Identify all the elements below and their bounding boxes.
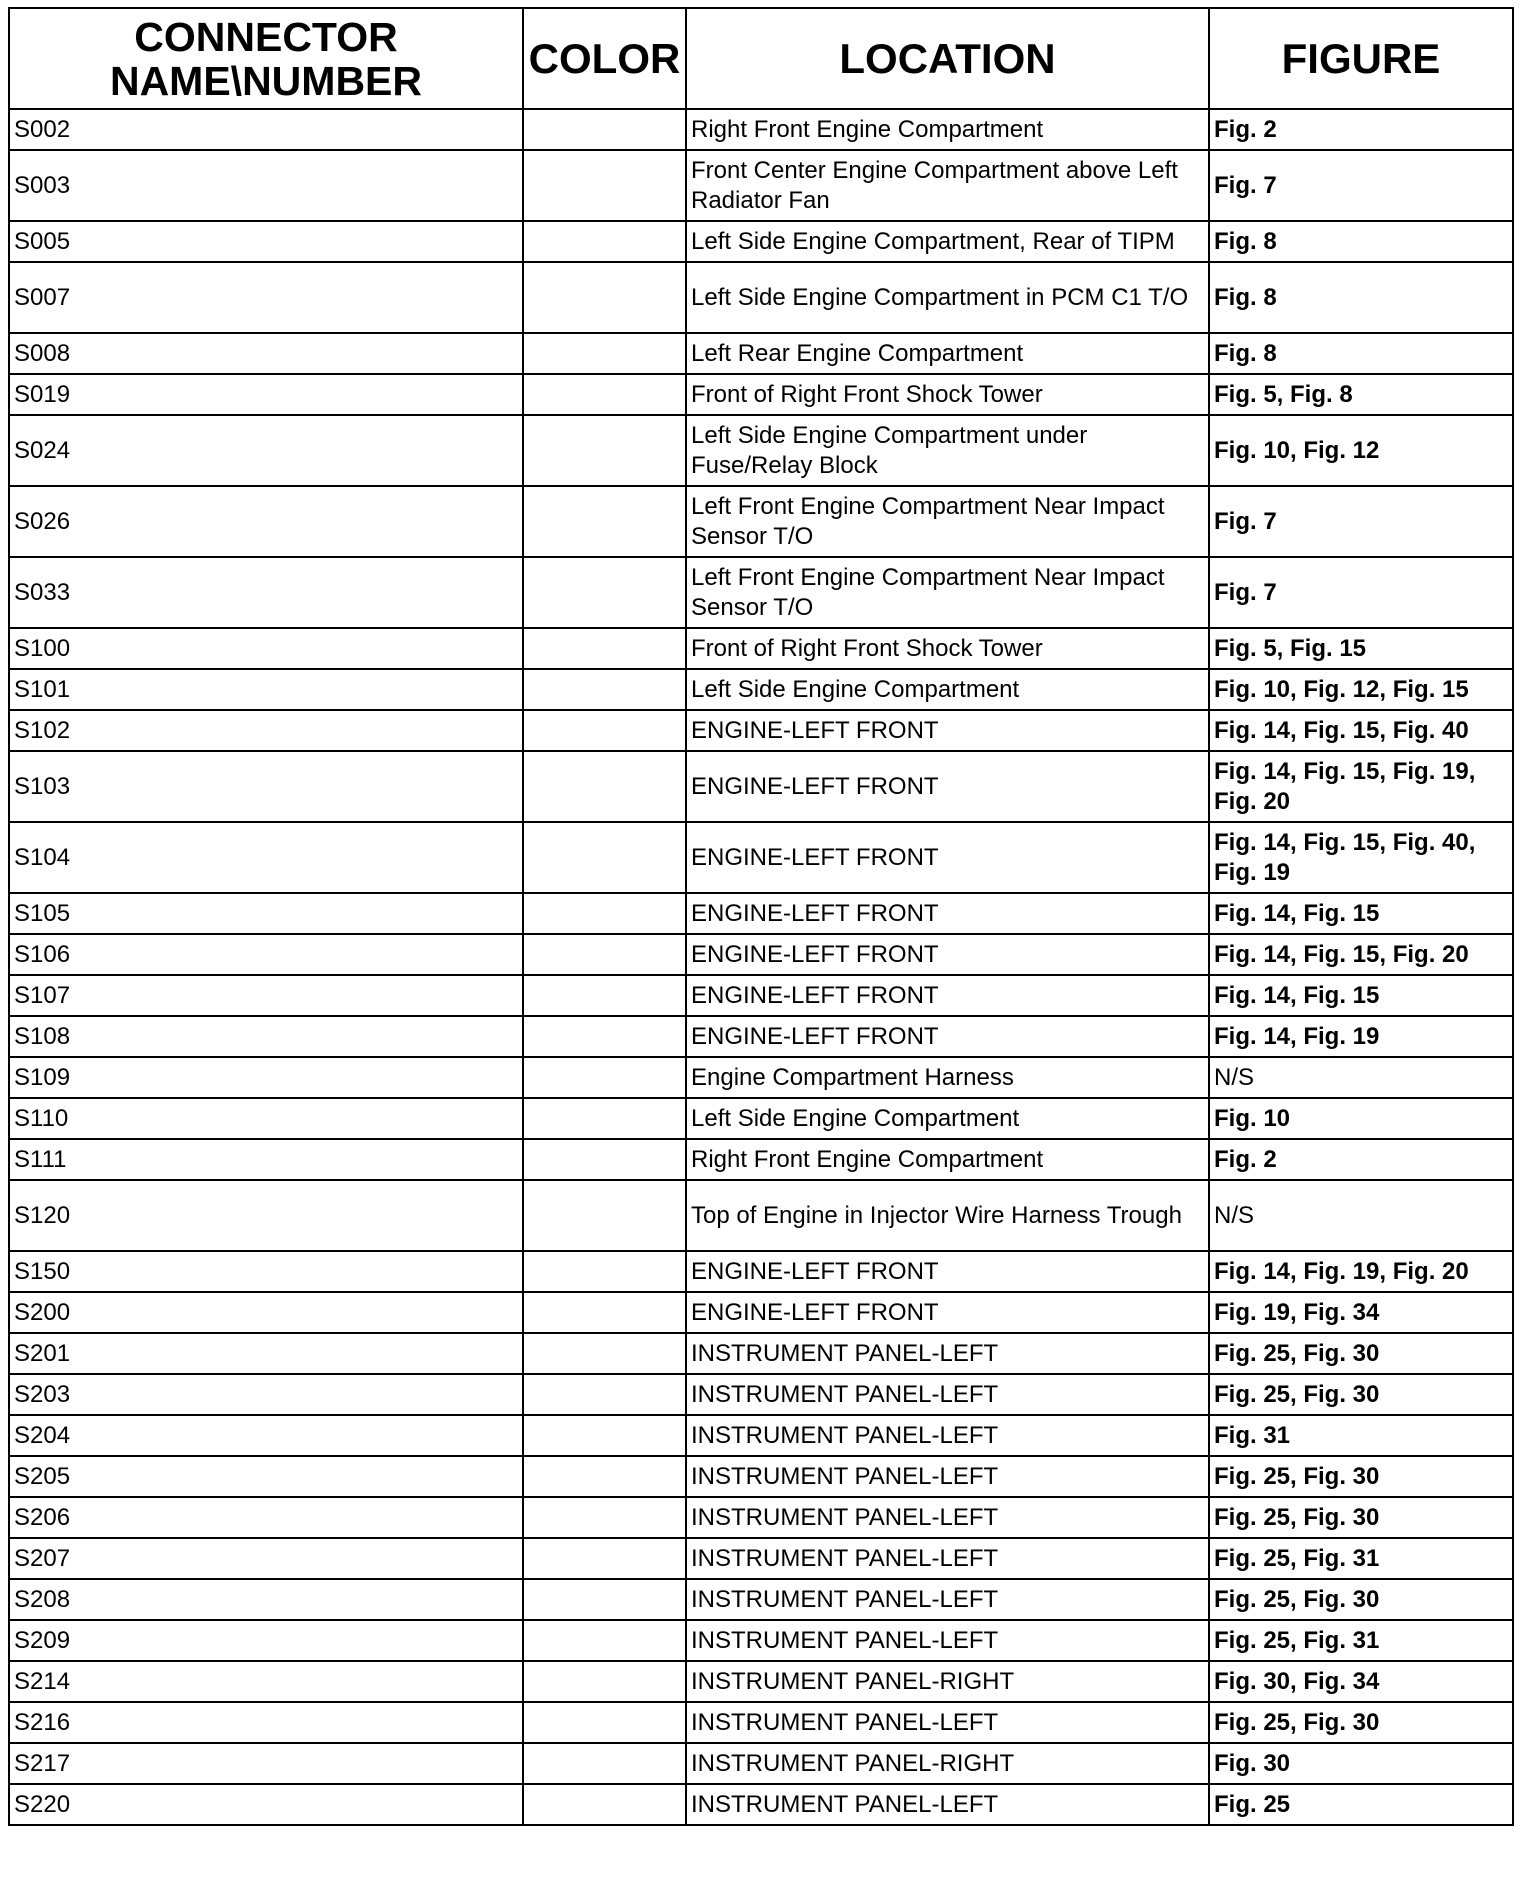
connector-name-cell: S200 — [9, 1292, 523, 1333]
connector-name-cell: S033 — [9, 557, 523, 628]
connector-name-cell: S019 — [9, 374, 523, 415]
color-cell — [523, 934, 686, 975]
color-cell — [523, 1579, 686, 1620]
table-row — [9, 1415, 1513, 1456]
color-cell — [523, 893, 686, 934]
figure-cell: Fig. 8 — [1209, 333, 1513, 374]
location-cell: Left Side Engine Compartment, Rear of TIPM — [686, 221, 1209, 262]
connector-name-cell: S103 — [9, 751, 523, 822]
color-cell — [523, 557, 686, 628]
location-cell: INSTRUMENT PANEL-LEFT — [686, 1333, 1209, 1374]
location-cell: Left Side Engine Compartment — [686, 669, 1209, 710]
figure-cell: Fig. 25, Fig. 30 — [1209, 1374, 1513, 1415]
connector-name-cell: S108 — [9, 1016, 523, 1057]
color-cell — [523, 1098, 686, 1139]
color-cell — [523, 333, 686, 374]
table-row — [9, 669, 1513, 710]
connector-name-cell: S106 — [9, 934, 523, 975]
connector-name-cell: S220 — [9, 1784, 523, 1825]
figure-cell: Fig. 30 — [1209, 1743, 1513, 1784]
figure-cell: Fig. 19, Fig. 34 — [1209, 1292, 1513, 1333]
connector-name-cell: S008 — [9, 333, 523, 374]
table-row — [9, 150, 1513, 221]
connector-name-cell: S003 — [9, 150, 523, 221]
connector-name-cell: S150 — [9, 1251, 523, 1292]
color-cell — [523, 150, 686, 221]
color-cell — [523, 1702, 686, 1743]
location-cell: INSTRUMENT PANEL-LEFT — [686, 1374, 1209, 1415]
connector-name-cell: S026 — [9, 486, 523, 557]
figure-cell: Fig. 25 — [1209, 1784, 1513, 1825]
figure-cell: Fig. 25, Fig. 30 — [1209, 1579, 1513, 1620]
table-row — [9, 1497, 1513, 1538]
connector-name-cell: S207 — [9, 1538, 523, 1579]
location-cell: Engine Compartment Harness — [686, 1057, 1209, 1098]
color-cell — [523, 1784, 686, 1825]
color-cell — [523, 1180, 686, 1251]
color-cell — [523, 1139, 686, 1180]
connector-name-cell: S024 — [9, 415, 523, 486]
figure-cell: Fig. 25, Fig. 31 — [1209, 1538, 1513, 1579]
table-row — [9, 1661, 1513, 1702]
table-row — [9, 1456, 1513, 1497]
figure-cell: Fig. 5, Fig. 15 — [1209, 628, 1513, 669]
table-row — [9, 1292, 1513, 1333]
connector-table — [8, 7, 1514, 1826]
table-row — [9, 109, 1513, 150]
connector-name-cell: S205 — [9, 1456, 523, 1497]
figure-cell: Fig. 14, Fig. 15, Fig. 19, Fig. 20 — [1209, 751, 1513, 822]
location-cell: INSTRUMENT PANEL-LEFT — [686, 1497, 1209, 1538]
figure-cell: Fig. 31 — [1209, 1415, 1513, 1456]
table-row — [9, 221, 1513, 262]
color-cell — [523, 1333, 686, 1374]
location-cell: INSTRUMENT PANEL-LEFT — [686, 1784, 1209, 1825]
color-cell — [523, 1415, 686, 1456]
table-row — [9, 1620, 1513, 1661]
connector-name-cell: S100 — [9, 628, 523, 669]
table-row — [9, 333, 1513, 374]
figure-cell: Fig. 2 — [1209, 1139, 1513, 1180]
connector-name-cell: S120 — [9, 1180, 523, 1251]
connector-name-cell: S110 — [9, 1098, 523, 1139]
table-row — [9, 262, 1513, 333]
connector-name-cell: S206 — [9, 1497, 523, 1538]
figure-cell: Fig. 10, Fig. 12, Fig. 15 — [1209, 669, 1513, 710]
color-cell — [523, 751, 686, 822]
table-row — [9, 1057, 1513, 1098]
connector-name-cell: S216 — [9, 1702, 523, 1743]
figure-cell: Fig. 25, Fig. 30 — [1209, 1333, 1513, 1374]
table-row — [9, 975, 1513, 1016]
location-cell: Left Side Engine Compartment in PCM C1 T/O — [686, 262, 1209, 333]
figure-cell: Fig. 14, Fig. 15 — [1209, 893, 1513, 934]
table-row — [9, 751, 1513, 822]
figure-cell: Fig. 5, Fig. 8 — [1209, 374, 1513, 415]
table-body — [9, 109, 1513, 1825]
table-row — [9, 415, 1513, 486]
table-row — [9, 893, 1513, 934]
location-cell: Front of Right Front Shock Tower — [686, 374, 1209, 415]
connector-name-cell: S102 — [9, 710, 523, 751]
figure-cell: Fig. 14, Fig. 19 — [1209, 1016, 1513, 1057]
table-row — [9, 1251, 1513, 1292]
table-row — [9, 710, 1513, 751]
color-cell — [523, 1538, 686, 1579]
color-cell — [523, 1456, 686, 1497]
table-row — [9, 1784, 1513, 1825]
figure-cell: Fig. 14, Fig. 19, Fig. 20 — [1209, 1251, 1513, 1292]
location-cell: Left Front Engine Compartment Near Impact Sensor T/O — [686, 486, 1209, 557]
location-cell: ENGINE-LEFT FRONT — [686, 975, 1209, 1016]
table-row — [9, 1016, 1513, 1057]
location-cell: Front of Right Front Shock Tower — [686, 628, 1209, 669]
color-cell — [523, 1620, 686, 1661]
connector-name-cell: S209 — [9, 1620, 523, 1661]
header-connector-name: CONNECTOR NAME\NUMBER — [9, 8, 523, 109]
connector-name-cell: S214 — [9, 1661, 523, 1702]
location-cell: ENGINE-LEFT FRONT — [686, 893, 1209, 934]
table-row — [9, 1374, 1513, 1415]
connector-name-cell: S204 — [9, 1415, 523, 1456]
color-cell — [523, 975, 686, 1016]
color-cell — [523, 109, 686, 150]
color-cell — [523, 822, 686, 893]
connector-name-cell: S111 — [9, 1139, 523, 1180]
location-cell: Left Side Engine Compartment — [686, 1098, 1209, 1139]
location-cell: Left Rear Engine Compartment — [686, 333, 1209, 374]
color-cell — [523, 262, 686, 333]
table-row — [9, 1579, 1513, 1620]
figure-cell: Fig. 7 — [1209, 150, 1513, 221]
location-cell: INSTRUMENT PANEL-RIGHT — [686, 1661, 1209, 1702]
color-cell — [523, 1743, 686, 1784]
connector-name-cell: S104 — [9, 822, 523, 893]
location-cell: ENGINE-LEFT FRONT — [686, 1016, 1209, 1057]
location-cell: INSTRUMENT PANEL-LEFT — [686, 1415, 1209, 1456]
connector-name-cell: S007 — [9, 262, 523, 333]
figure-cell: N/S — [1209, 1057, 1513, 1098]
connector-name-cell: S005 — [9, 221, 523, 262]
figure-cell: Fig. 25, Fig. 30 — [1209, 1497, 1513, 1538]
figure-cell: Fig. 25, Fig. 30 — [1209, 1456, 1513, 1497]
table-row — [9, 486, 1513, 557]
table-row — [9, 1743, 1513, 1784]
table-row — [9, 1333, 1513, 1374]
location-cell: ENGINE-LEFT FRONT — [686, 710, 1209, 751]
color-cell — [523, 221, 686, 262]
color-cell — [523, 1292, 686, 1333]
location-cell: Left Side Engine Compartment under Fuse/Relay Block — [686, 415, 1209, 486]
location-cell: Front Center Engine Compartment above Left Radiator Fan — [686, 150, 1209, 221]
table-row — [9, 628, 1513, 669]
figure-cell: Fig. 25, Fig. 30 — [1209, 1702, 1513, 1743]
figure-cell: Fig. 14, Fig. 15, Fig. 40 — [1209, 710, 1513, 751]
color-cell — [523, 669, 686, 710]
location-cell: ENGINE-LEFT FRONT — [686, 1251, 1209, 1292]
table-row — [9, 934, 1513, 975]
connector-name-cell: S208 — [9, 1579, 523, 1620]
location-cell: INSTRUMENT PANEL-LEFT — [686, 1579, 1209, 1620]
table-row — [9, 1538, 1513, 1579]
figure-cell: N/S — [1209, 1180, 1513, 1251]
figure-cell: Fig. 8 — [1209, 262, 1513, 333]
figure-cell: Fig. 2 — [1209, 109, 1513, 150]
color-cell — [523, 710, 686, 751]
color-cell — [523, 1374, 686, 1415]
color-cell — [523, 374, 686, 415]
color-cell — [523, 1016, 686, 1057]
table-row — [9, 1139, 1513, 1180]
table-row — [9, 1702, 1513, 1743]
figure-cell: Fig. 8 — [1209, 221, 1513, 262]
location-cell: Top of Engine in Injector Wire Harness Trough — [686, 1180, 1209, 1251]
color-cell — [523, 1057, 686, 1098]
header-figure: FIGURE — [1209, 8, 1513, 109]
table-header — [9, 8, 1513, 109]
figure-cell: Fig. 14, Fig. 15, Fig. 20 — [1209, 934, 1513, 975]
connector-name-cell: S002 — [9, 109, 523, 150]
connector-name-cell: S101 — [9, 669, 523, 710]
location-cell: Right Front Engine Compartment — [686, 109, 1209, 150]
location-cell: ENGINE-LEFT FRONT — [686, 934, 1209, 975]
table-row — [9, 557, 1513, 628]
location-cell: INSTRUMENT PANEL-RIGHT — [686, 1743, 1209, 1784]
connector-name-cell: S217 — [9, 1743, 523, 1784]
location-cell: Right Front Engine Compartment — [686, 1139, 1209, 1180]
color-cell — [523, 628, 686, 669]
color-cell — [523, 1251, 686, 1292]
figure-cell: Fig. 14, Fig. 15 — [1209, 975, 1513, 1016]
location-cell: ENGINE-LEFT FRONT — [686, 822, 1209, 893]
connector-table-container — [8, 7, 1512, 1873]
connector-name-cell: S105 — [9, 893, 523, 934]
location-cell: Left Front Engine Compartment Near Impact Sensor T/O — [686, 557, 1209, 628]
header-row — [9, 8, 1513, 109]
table-row — [9, 374, 1513, 415]
color-cell — [523, 486, 686, 557]
location-cell: ENGINE-LEFT FRONT — [686, 1292, 1209, 1333]
table-row — [9, 1098, 1513, 1139]
connector-name-cell: S109 — [9, 1057, 523, 1098]
figure-cell: Fig. 30, Fig. 34 — [1209, 1661, 1513, 1702]
figure-cell: Fig. 10, Fig. 12 — [1209, 415, 1513, 486]
location-cell: INSTRUMENT PANEL-LEFT — [686, 1456, 1209, 1497]
figure-cell: Fig. 7 — [1209, 486, 1513, 557]
connector-name-cell: S203 — [9, 1374, 523, 1415]
figure-cell: Fig. 7 — [1209, 557, 1513, 628]
connector-name-cell: S107 — [9, 975, 523, 1016]
figure-cell: Fig. 10 — [1209, 1098, 1513, 1139]
connector-name-cell: S201 — [9, 1333, 523, 1374]
header-location: LOCATION — [686, 8, 1209, 109]
color-cell — [523, 415, 686, 486]
figure-cell: Fig. 14, Fig. 15, Fig. 40, Fig. 19 — [1209, 822, 1513, 893]
color-cell — [523, 1497, 686, 1538]
location-cell: INSTRUMENT PANEL-LEFT — [686, 1620, 1209, 1661]
location-cell: INSTRUMENT PANEL-LEFT — [686, 1538, 1209, 1579]
location-cell: INSTRUMENT PANEL-LEFT — [686, 1702, 1209, 1743]
table-row — [9, 822, 1513, 893]
table-row — [9, 1180, 1513, 1251]
header-color: COLOR — [523, 8, 686, 109]
color-cell — [523, 1661, 686, 1702]
figure-cell: Fig. 25, Fig. 31 — [1209, 1620, 1513, 1661]
location-cell: ENGINE-LEFT FRONT — [686, 751, 1209, 822]
